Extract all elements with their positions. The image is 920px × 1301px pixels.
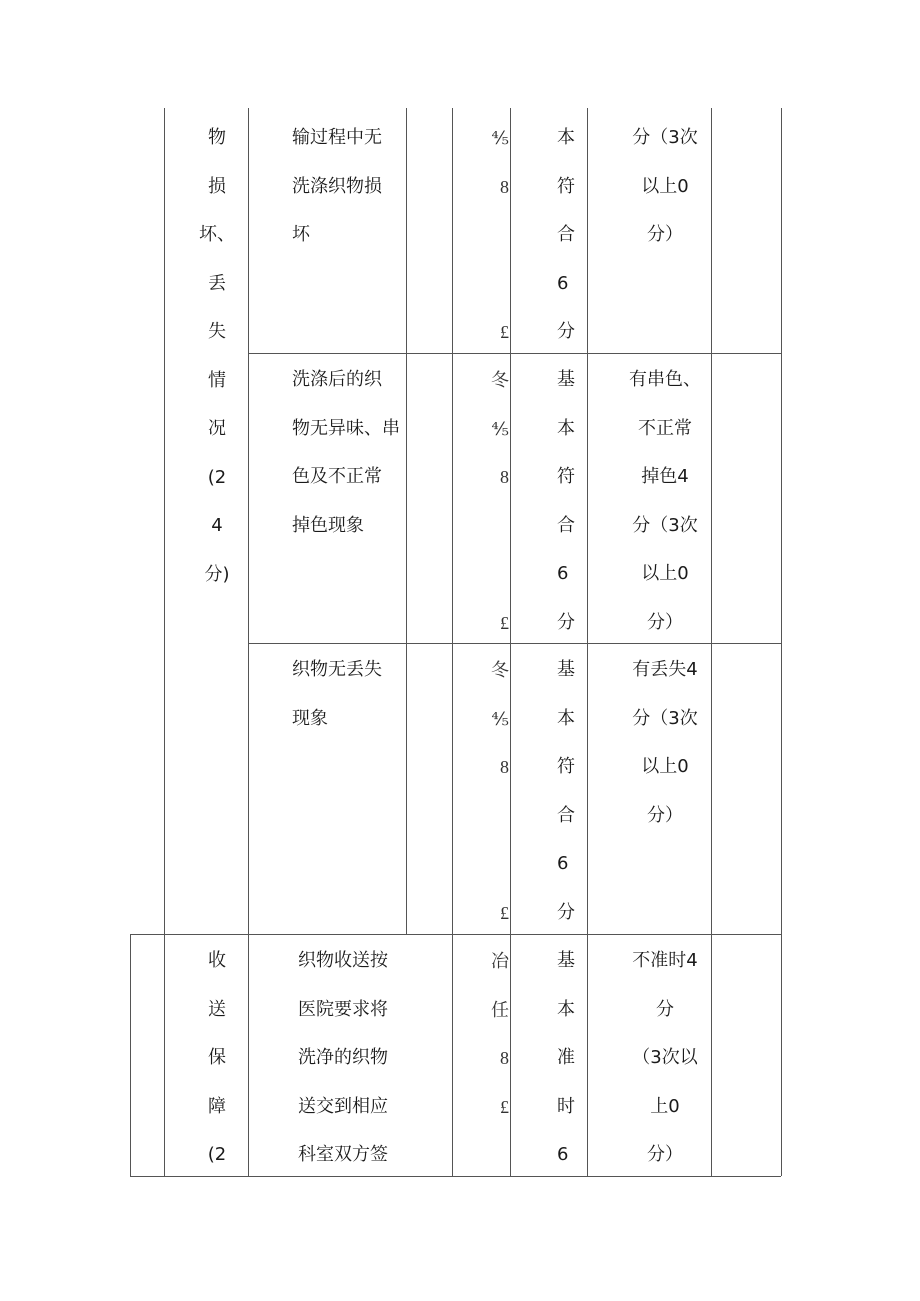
text-line: 基 bbox=[557, 659, 575, 680]
text-line: 收 bbox=[208, 950, 226, 971]
text-line: 冬 bbox=[491, 370, 509, 390]
column-divider bbox=[452, 108, 453, 1176]
row-divider bbox=[248, 353, 781, 354]
text-line: 符 bbox=[557, 466, 575, 487]
text-line: 掉色现象 bbox=[292, 514, 364, 536]
text-line: 合 bbox=[557, 514, 575, 536]
text-line: 不正常 bbox=[638, 417, 692, 439]
text-line: 6 bbox=[557, 563, 569, 584]
method-cell bbox=[456, 356, 509, 647]
text-line: 现象 bbox=[292, 707, 328, 729]
text-line: 分 bbox=[557, 611, 575, 633]
method-cell bbox=[456, 114, 509, 357]
text-line: 任 bbox=[491, 999, 509, 1020]
text-line: 障 bbox=[208, 1095, 226, 1117]
standard-cell bbox=[292, 356, 406, 550]
text-line: 分） bbox=[647, 1144, 683, 1165]
text-line: 不准时4 bbox=[632, 950, 698, 971]
deduction-cell bbox=[615, 114, 715, 260]
text-line: 物无异味、串 bbox=[292, 417, 400, 439]
column-divider bbox=[587, 108, 588, 1176]
method-cell bbox=[456, 646, 509, 937]
text-line: 输过程中无 bbox=[292, 127, 382, 148]
text-line: 失 bbox=[208, 321, 226, 342]
text-line: 分 bbox=[557, 901, 575, 923]
text-line: 冬 bbox=[491, 660, 509, 680]
text-line: 本 bbox=[557, 707, 575, 729]
text-line: 情 bbox=[208, 369, 226, 391]
text-line bbox=[456, 840, 509, 889]
text-line: ⅘ bbox=[491, 418, 509, 439]
text-line bbox=[456, 792, 509, 841]
text-line: 况 bbox=[208, 418, 226, 439]
deduction-cell bbox=[615, 646, 715, 840]
text-line: £ bbox=[500, 322, 509, 342]
text-line: 8 bbox=[500, 176, 509, 197]
text-line: 本 bbox=[557, 417, 575, 439]
grade-cell bbox=[557, 356, 587, 647]
text-line: 准 bbox=[557, 1047, 575, 1068]
text-line: 上0 bbox=[650, 1095, 680, 1117]
text-line: 坏、 bbox=[199, 224, 235, 245]
text-line: 洗涤织物损 bbox=[292, 175, 382, 197]
text-line: 8 bbox=[500, 757, 509, 777]
text-line: 洗涤后的织 bbox=[292, 369, 382, 390]
text-line: （3次以 bbox=[632, 1047, 698, 1068]
text-line: 时 bbox=[557, 1095, 575, 1117]
text-line: 分） bbox=[647, 804, 683, 826]
text-line: 冶 bbox=[491, 951, 509, 971]
text-line: 本 bbox=[557, 127, 575, 148]
method-cell bbox=[456, 937, 509, 1131]
table-border-right bbox=[781, 108, 782, 1176]
category-cell bbox=[182, 114, 252, 599]
text-line: £ bbox=[500, 902, 509, 923]
deduction-cell bbox=[615, 356, 715, 647]
text-line: 分） bbox=[647, 611, 683, 633]
text-line: 本 bbox=[557, 998, 575, 1020]
text-line: 洗净的织物 bbox=[298, 1047, 388, 1068]
text-line: 掉色4 bbox=[641, 466, 689, 487]
text-line: 织物收送按 bbox=[298, 950, 388, 971]
text-line bbox=[456, 211, 509, 260]
text-line: 基 bbox=[557, 369, 575, 390]
standard-cell bbox=[292, 114, 404, 260]
text-line: £ bbox=[500, 612, 509, 633]
text-line: 保 bbox=[208, 1047, 226, 1068]
text-line: 有串色、 bbox=[629, 369, 701, 390]
text-line: 分（3次 bbox=[632, 127, 698, 148]
text-line: 送交到相应 bbox=[298, 1095, 388, 1117]
text-line: 色及不正常 bbox=[292, 466, 382, 487]
text-line: 送 bbox=[208, 998, 226, 1020]
text-line: 8 bbox=[500, 1048, 509, 1068]
text-line: 医院要求将 bbox=[298, 998, 388, 1020]
text-line: 6 bbox=[557, 853, 569, 874]
text-line: 丢 bbox=[208, 272, 226, 294]
category-cell bbox=[182, 937, 252, 1180]
text-line: 合 bbox=[557, 224, 575, 245]
text-line: 符 bbox=[557, 756, 575, 777]
text-line: (2 bbox=[207, 466, 227, 488]
grade-cell bbox=[557, 114, 587, 357]
text-line: 以上0 bbox=[641, 756, 689, 777]
text-line: 有丢失4 bbox=[632, 659, 698, 680]
text-line: 4 bbox=[211, 515, 223, 536]
standard-cell bbox=[298, 937, 406, 1180]
text-line: 织物无丢失 bbox=[292, 659, 382, 680]
text-line: 以上0 bbox=[641, 563, 689, 584]
text-line: 分） bbox=[647, 224, 683, 245]
text-line: £ bbox=[500, 1096, 509, 1117]
text-line: 合 bbox=[557, 804, 575, 826]
text-line: 基 bbox=[557, 950, 575, 971]
text-line: 分) bbox=[204, 563, 230, 585]
text-line: 物 bbox=[208, 127, 226, 148]
text-line: 坏 bbox=[292, 224, 310, 245]
text-line: ⅘ bbox=[491, 128, 509, 148]
standard-cell bbox=[292, 646, 404, 743]
text-line: 科室双方签 bbox=[298, 1144, 388, 1165]
column-divider bbox=[164, 108, 165, 1176]
text-line: 分（3次 bbox=[632, 707, 698, 729]
text-line bbox=[456, 550, 509, 599]
text-line bbox=[456, 502, 509, 551]
table-border-left bbox=[130, 934, 131, 1176]
grade-cell bbox=[557, 937, 587, 1180]
deduction-cell bbox=[615, 937, 715, 1180]
text-line: 分 bbox=[656, 998, 674, 1020]
text-line: 分（3次 bbox=[632, 514, 698, 536]
text-line: 损 bbox=[208, 175, 226, 197]
text-line bbox=[456, 260, 509, 309]
grade-cell bbox=[557, 646, 587, 937]
column-divider bbox=[510, 108, 511, 1176]
text-line: ⅘ bbox=[491, 708, 509, 729]
text-line: 分 bbox=[557, 321, 575, 342]
text-line: 8 bbox=[500, 467, 509, 487]
text-line: 以上0 bbox=[641, 175, 689, 197]
column-divider bbox=[406, 108, 407, 934]
text-line: 6 bbox=[557, 272, 569, 294]
text-line: (2 bbox=[207, 1144, 227, 1165]
text-line: 符 bbox=[557, 175, 575, 197]
text-line: 6 bbox=[557, 1144, 569, 1165]
